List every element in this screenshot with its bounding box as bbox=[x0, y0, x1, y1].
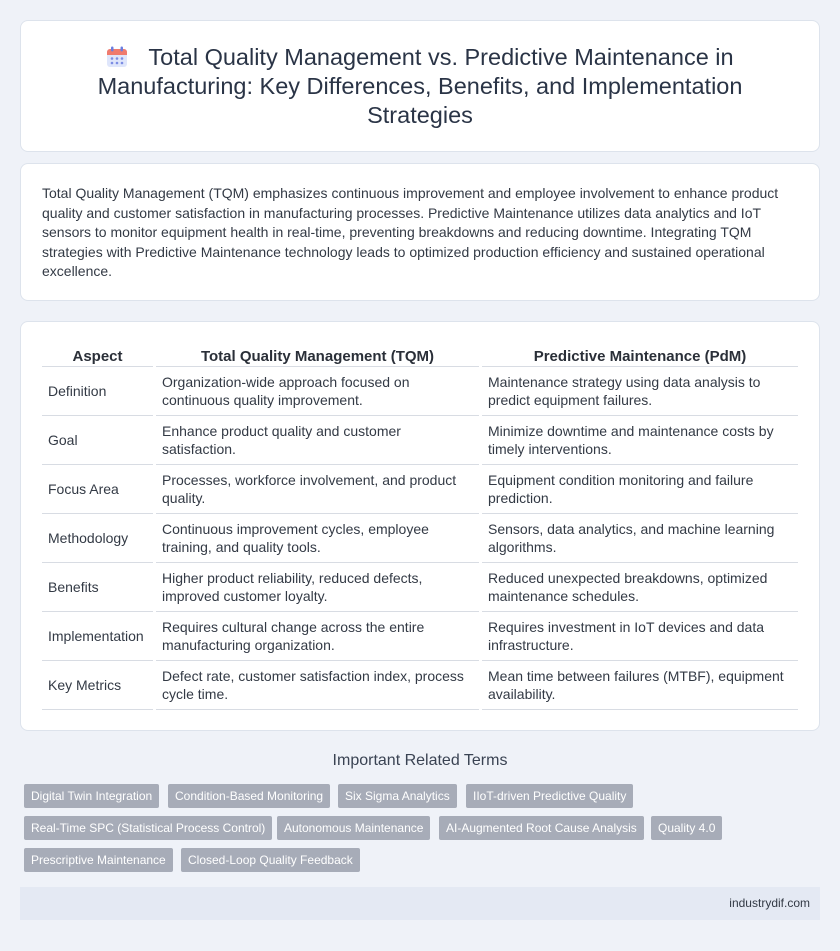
footer bbox=[20, 887, 820, 920]
table-cell-aspect: Goal bbox=[42, 416, 153, 465]
tag-condition-based-monitoring[interactable]: Condition-Based Monitoring bbox=[168, 784, 330, 808]
tag-autonomous-maintenance[interactable]: Autonomous Maintenance bbox=[277, 816, 430, 840]
table-row bbox=[42, 661, 798, 710]
table-row bbox=[42, 367, 798, 416]
table-cell-tqm: Defect rate, customer satisfaction index, process cycle time. bbox=[156, 661, 479, 710]
related-terms-section bbox=[20, 752, 820, 867]
tag-quality-4-0[interactable]: Quality 4.0 bbox=[651, 816, 722, 840]
table-cell-pdm: Maintenance strategy using data analysis to predict equipment failures. bbox=[482, 367, 798, 416]
tag-ai-augmented-root-cause-analysis[interactable]: AI-Augmented Root Cause Analysis bbox=[439, 816, 644, 840]
table-cell-aspect: Benefits bbox=[42, 563, 153, 612]
table-cell-pdm: Requires investment in IoT devices and data infrastructure. bbox=[482, 612, 798, 661]
title-card bbox=[20, 20, 820, 152]
tag-real-time-spc[interactable]: Real-Time SPC (Statistical Process Control) bbox=[24, 816, 272, 840]
table-cell-aspect: Definition bbox=[42, 367, 153, 416]
table-cell-tqm: Higher product reliability, reduced defects, improved customer loyalty. bbox=[156, 563, 479, 612]
table-cell-pdm: Minimize downtime and maintenance costs by timely interventions. bbox=[482, 416, 798, 465]
table-cell-aspect: Key Metrics bbox=[42, 661, 153, 710]
table-header-tqm: Total Quality Management (TQM) bbox=[156, 344, 479, 367]
intro-card bbox=[20, 163, 820, 301]
table-cell-pdm: Sensors, data analytics, and machine learning algorithms. bbox=[482, 514, 798, 563]
footer-site[interactable]: industrydif.com bbox=[729, 896, 810, 910]
table-cell-pdm: Mean time between failures (MTBF), equipment availability. bbox=[482, 661, 798, 710]
table-row bbox=[42, 514, 798, 563]
page-title bbox=[61, 43, 779, 130]
table-cell-tqm: Processes, workforce involvement, and product quality. bbox=[156, 465, 479, 514]
table-cell-tqm: Continuous improvement cycles, employee training, and quality tools. bbox=[156, 514, 479, 563]
table-cell-aspect: Methodology bbox=[42, 514, 153, 563]
table-cell-pdm: Equipment condition monitoring and failure prediction. bbox=[482, 465, 798, 514]
page-title-text: Total Quality Management vs. Predictive Maintenance in Manufacturing: Key Differences, Benefits, and Implementation Strategies bbox=[97, 44, 743, 128]
tag-six-sigma-analytics[interactable]: Six Sigma Analytics bbox=[338, 784, 457, 808]
comparison-table bbox=[42, 344, 798, 710]
table-row bbox=[42, 465, 798, 514]
table-cell-tqm: Organization-wide approach focused on continuous quality improvement. bbox=[156, 367, 479, 416]
tag-digital-twin-integration[interactable]: Digital Twin Integration bbox=[24, 784, 159, 808]
intro-paragraph: Total Quality Management (TQM) emphasizes continuous improvement and employee involvement to enhance product quality and customer satisfaction in manufacturing processes. Predictive Maintenance utilizes data analytics and IoT sensors to monitor equipment health in real-time, preventing breakdowns and reducing downtime. Integrating TQM strategies with Predictive Maintenance technology leads to optimized production efficiency and sustained operational excellence. bbox=[42, 185, 779, 280]
table-row bbox=[42, 416, 798, 465]
table-cell-aspect: Focus Area bbox=[42, 465, 153, 514]
table-header-row bbox=[42, 344, 798, 367]
calendar-icon bbox=[106, 46, 128, 68]
table-cell-aspect: Implementation bbox=[42, 612, 153, 661]
related-terms-title: Important Related Terms bbox=[332, 752, 508, 769]
tag-prescriptive-maintenance[interactable]: Prescriptive Maintenance bbox=[24, 848, 173, 872]
table-header-aspect: Aspect bbox=[42, 344, 153, 367]
tag-closed-loop-quality-feedback[interactable]: Closed-Loop Quality Feedback bbox=[181, 848, 360, 872]
table-row bbox=[42, 612, 798, 661]
table-row bbox=[42, 563, 798, 612]
table-cell-pdm: Reduced unexpected breakdowns, optimized maintenance schedules. bbox=[482, 563, 798, 612]
table-cell-tqm: Enhance product quality and customer satisfaction. bbox=[156, 416, 479, 465]
table-header-pdm: Predictive Maintenance (PdM) bbox=[482, 344, 798, 367]
table-cell-tqm: Requires cultural change across the entire manufacturing organization. bbox=[156, 612, 479, 661]
tag-iiot-driven-predictive-quality[interactable]: IIoT-driven Predictive Quality bbox=[466, 784, 633, 808]
comparison-table-card bbox=[20, 321, 820, 731]
